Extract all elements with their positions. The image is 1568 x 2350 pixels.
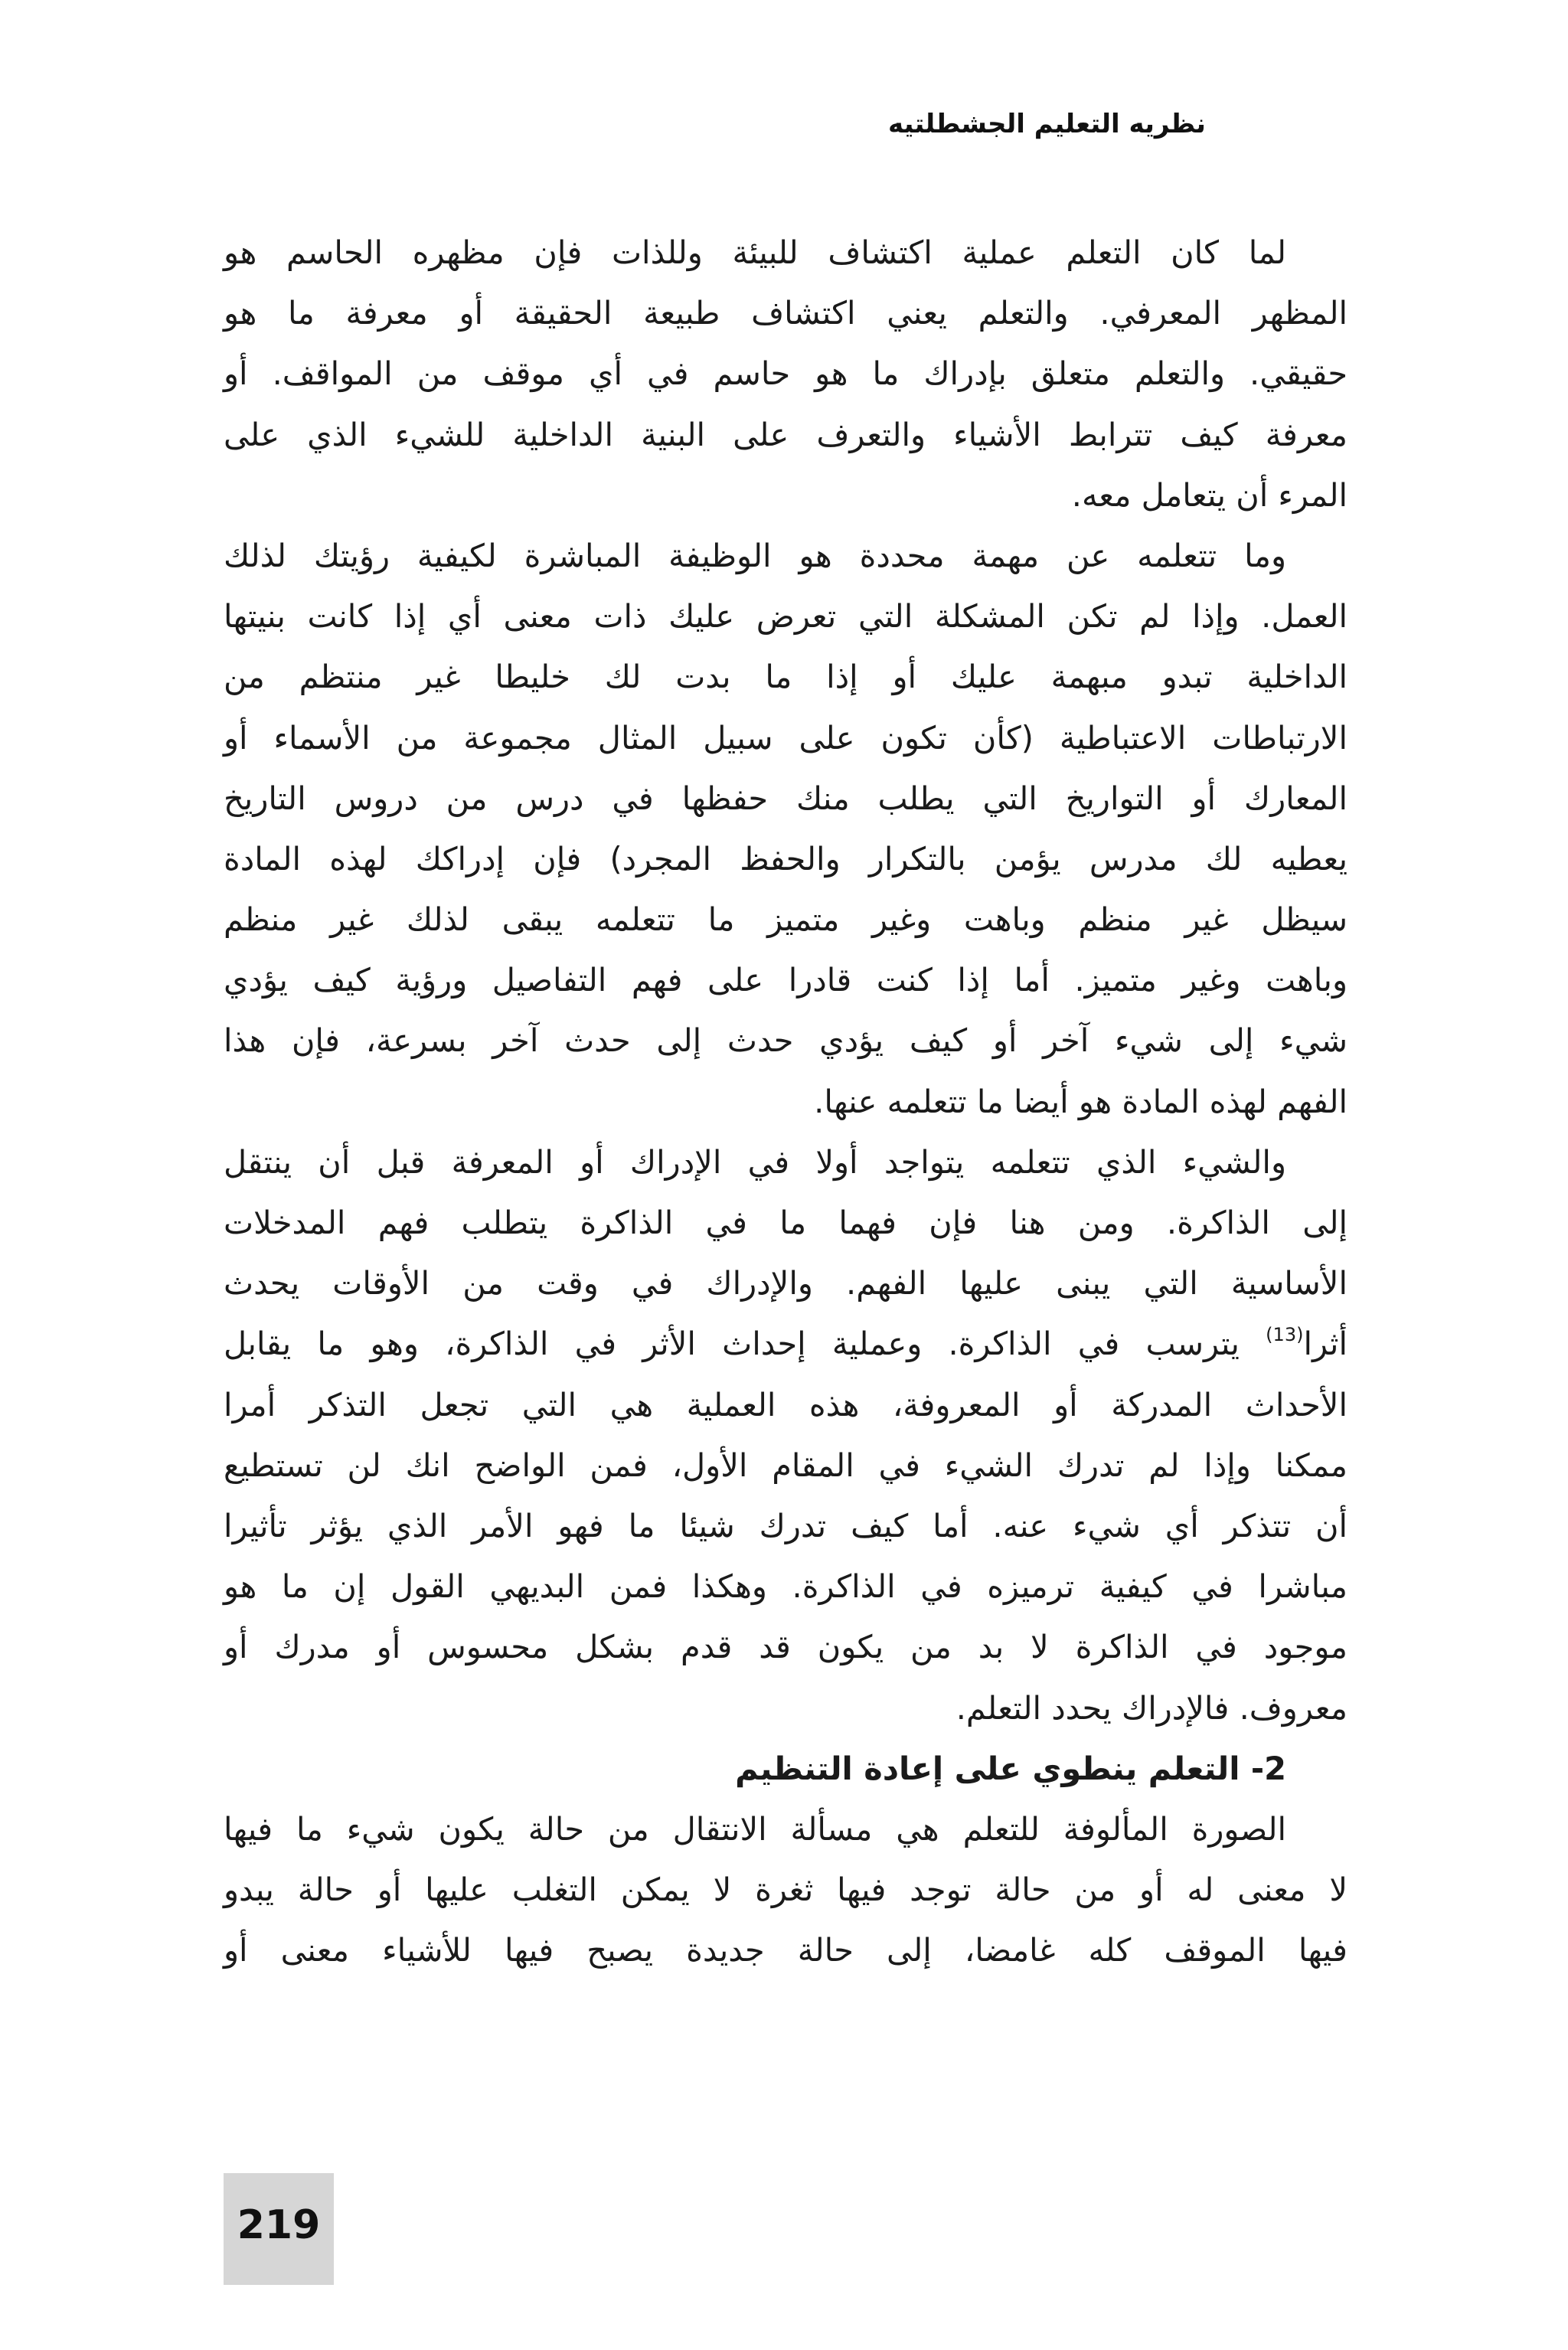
text-line: شيء إلى شيء آخر أو كيف يؤدي حدث إلى حدث آخر بسرعة، فإن هذا <box>224 1021 1348 1060</box>
section-heading: 2- التعلم ينطوي على إعادة التنظيم <box>735 1749 1286 1787</box>
text-line: الأحداث المدركة أو المعروفة، هذه العملية هي التي تجعل التذكر أمرا <box>224 1385 1348 1423</box>
text-line: والشيء الذي تتعلمه يتواجد أولا في الإدراك أو المعرفة قبل أن ينتقل <box>224 1142 1286 1181</box>
text-line: المعارك أو التواريخ التي يطلب منك حفظها في درس من دروس التاريخ <box>224 779 1348 817</box>
text-fragment: أثرا <box>1303 1325 1348 1363</box>
footnote-reference: (13) <box>1266 1324 1304 1346</box>
text-line: مباشرا في كيفية ترميزه في الذاكرة. وهكذا فمن البديهي القول إن ما هو <box>224 1567 1348 1606</box>
text-line: المظهر المعرفي. والتعلم يعني اكتشاف طبيعة الحقيقة أو معرفة ما هو <box>224 294 1348 332</box>
page-body <box>224 222 1348 1980</box>
text-line: معرفة كيف تترابط الأشياء والتعرف على البنية الداخلية للشيء الذي على <box>224 415 1348 453</box>
text-line: الفهم لهذه المادة هو أيضا ما تتعلمه عنها. <box>814 1082 1348 1120</box>
text-line: ممكنا وإذا لم تدرك الشيء في المقام الأول، فمن الواضح انك لن تستطيع <box>224 1446 1348 1484</box>
text-line: معروف. فالإدراك يحدد التعلم. <box>956 1688 1348 1727</box>
text-line: الداخلية تبدو مبهمة عليك أو إذا ما بدت لك خليطا غير منتظم من <box>224 658 1348 696</box>
text-line-with-footnote <box>224 1313 1348 1374</box>
text-line: وباهت وغير متميز. أما إذا كنت قادرا على فهم التفاصيل ورؤية كيف يؤدي <box>224 961 1348 999</box>
page-number: 219 <box>237 2202 321 2248</box>
text-line: الصورة المألوفة للتعلم هي مسألة الانتقال من حالة يكون شيء ما فيها <box>224 1809 1286 1848</box>
running-header-title: نظريه التعليم الجشطلتيه <box>888 109 1206 139</box>
text-line: حقيقي. والتعلم متعلق بإدراك ما هو حاسم في أي موقف من المواقف. أو <box>224 355 1348 393</box>
text-line: فيها الموقف كله غامضا، إلى حالة جديدة يصبح فيها للأشياء معنى أو <box>224 1931 1348 1969</box>
text-line: الأساسية التي يبنى عليها الفهم. والإدراك في وقت من الأوقات يحدث <box>224 1264 1348 1302</box>
text-line: لما كان التعلم عملية اكتشاف للبيئة وللذات فإن مظهره الحاسم هو <box>224 234 1286 271</box>
text-line: العمل. وإذا لم تكن المشكلة التي تعرض عليك ذات معنى أي إذا كانت بنيتها <box>224 597 1348 636</box>
text-line: يعطيه لك مدرس يؤمن بالتكرار والحفظ المجرد) فإن إدراكك لهذه المادة <box>224 839 1348 878</box>
text-line: سيظل غير منظم وباهت وغير متميز ما تتعلمه يبقى لذلك غير منظم <box>224 900 1348 939</box>
text-fragment: يترسب في الذاكرة. وعملية إحداث الأثر في الذاكرة، وهو ما يقابل <box>224 1325 1240 1363</box>
text-line: موجود في الذاكرة لا بد من يكون قد قدم بشكل محسوس أو مدرك أو <box>224 1628 1348 1666</box>
text-line: وما تتعلمه عن مهمة محددة هو الوظيفة المباشرة لكيفية رؤيتك لذلك <box>224 536 1286 574</box>
text-line: أن تتذكر أي شيء عنه. أما كيف تدرك شيئا ما فهو الأمر الذي يؤثر تأثيرا <box>224 1506 1348 1544</box>
text-line: الارتباطات الاعتباطية (كأن تكون على سبيل المثال مجموعة من الأسماء أو <box>224 718 1348 757</box>
text-line: إلى الذاكرة. ومن هنا فإن فهما ما في الذاكرة يتطلب فهم المدخلات <box>224 1204 1348 1241</box>
text-line: لا معنى له أو من حالة توجد فيها ثغرة لا يمكن التغلب عليها أو حالة يبدو <box>224 1871 1348 1909</box>
text-line: المرء أن يتعامل معه. <box>1071 476 1348 514</box>
page-number-box <box>224 2173 334 2285</box>
